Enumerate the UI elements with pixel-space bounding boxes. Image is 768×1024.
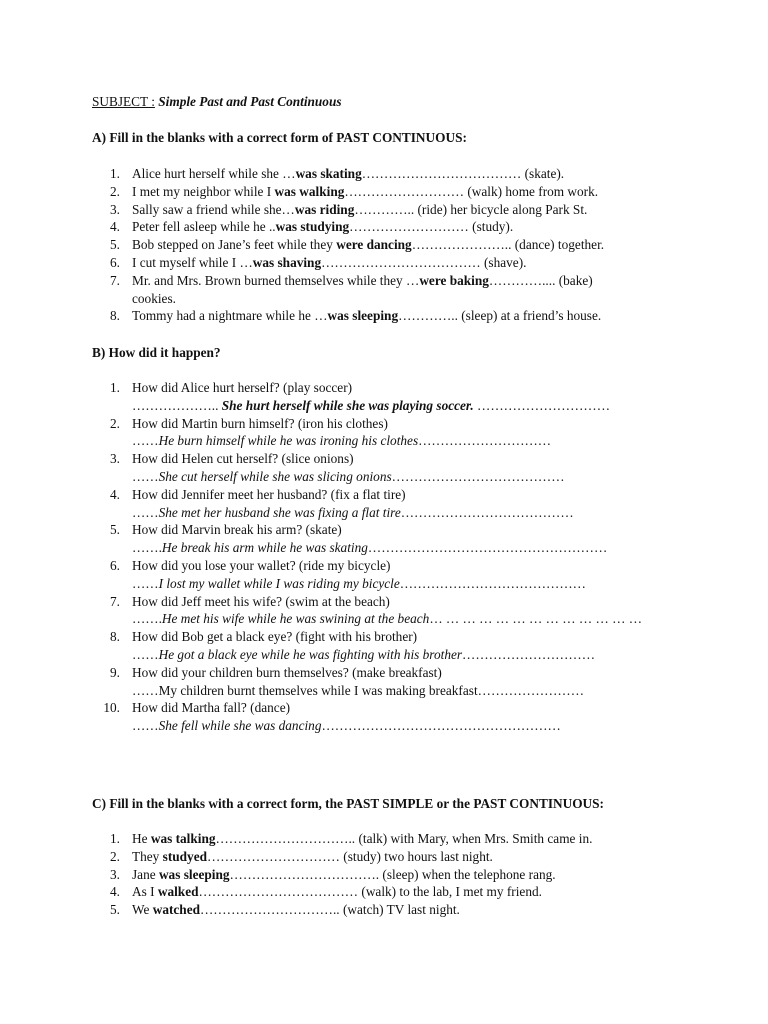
list-item (96, 415, 642, 451)
list-item (96, 201, 604, 219)
list-item (96, 272, 604, 308)
item-continuation: cookies. (132, 290, 176, 306)
item-number: 4. (110, 884, 120, 900)
answer-line (132, 717, 642, 735)
item-number: 5. (110, 237, 120, 253)
item-number: 3. (110, 201, 120, 217)
answer-line (132, 682, 642, 700)
item-hint: ………………………….. (watch) TV last night. (200, 902, 460, 918)
item-question: How did Helen cut herself? (slice onions) (132, 451, 354, 467)
item-answer: was shaving (252, 254, 322, 270)
item-answer: He met his wife while he was swining at the beach (161, 611, 430, 627)
list-item (96, 593, 642, 629)
answer-lead-dots: ……. (132, 611, 162, 627)
list-item (96, 883, 592, 901)
answer-lead-dots: …… (132, 575, 159, 591)
answer-line (132, 646, 642, 664)
subject-line (92, 94, 342, 110)
item-answer: She hurt herself while she was playing soccer. (221, 397, 474, 413)
item-number: 10. (103, 700, 120, 716)
item-answer: was talking (150, 831, 216, 846)
item-question: How did Martha fall? (dance) (132, 700, 291, 716)
item-answer: He got a black eye while he was fighting with his brother (158, 646, 463, 662)
item-prompt: I cut myself while I … (132, 254, 253, 270)
item-answer: were baking (419, 272, 489, 288)
item-question: How did Bob get a black eye? (fight with his brother) (132, 629, 418, 645)
item-answer: She cut herself while she was slicing onions (158, 468, 392, 484)
list-item (96, 557, 642, 593)
item-answer: walked (157, 884, 199, 900)
item-question: How did Jeff meet his wife? (swim at the beach) (132, 593, 390, 609)
answer-line (132, 397, 642, 415)
item-question: How did Marvin break his arm? (skate) (132, 522, 342, 538)
item-prompt: Sally saw a friend while she… (132, 201, 295, 217)
list-item (96, 830, 592, 848)
item-number: 3. (110, 451, 120, 467)
answer-lead-dots: ……………….. (132, 397, 222, 413)
item-answer: watched (152, 902, 200, 918)
item-hint: ……………………………… (walk) to the lab, I met my friend. (198, 884, 542, 900)
item-hint: ………………….. (dance) together. (411, 237, 605, 253)
list-item (96, 450, 642, 486)
item-number: 1. (110, 166, 120, 181)
item-prompt: He (132, 831, 151, 846)
answer-tail-dots: ………………………… (473, 397, 610, 413)
item-answer: He burn himself while he was ironing his clothes (158, 433, 419, 449)
list-item (96, 901, 592, 919)
item-hint: ………….... (bake) (488, 272, 593, 288)
section-c-list (96, 830, 592, 919)
item-answer: She fell while she was dancing (158, 718, 322, 734)
item-prompt: Peter fell asleep while he .. (132, 219, 276, 235)
list-item (96, 628, 642, 664)
item-prompt: I met my neighbor while I (132, 183, 275, 199)
answer-lead-dots: …… (132, 682, 159, 698)
answer-lead-dots: ……. (132, 540, 162, 556)
answer-line (132, 539, 642, 557)
item-number: 3. (110, 866, 120, 882)
item-answer: He break his arm while he was skating (161, 540, 368, 556)
item-prompt: They (132, 848, 163, 864)
answer-tail-dots: ………………………… (418, 433, 552, 449)
list-item (96, 521, 642, 557)
item-prompt: Mr. and Mrs. Brown burned themselves while they … (132, 272, 420, 288)
item-number: 2. (110, 183, 120, 199)
answer-tail-dots: …………………………………… (399, 575, 586, 591)
item-answer: My children burnt themselves while I was making breakfast (158, 682, 478, 698)
item-answer: I lost my wallet while I was riding my bicycle (158, 575, 400, 591)
list-item (96, 699, 642, 735)
item-answer: was sleeping (327, 308, 399, 324)
item-hint: ……………………………. (sleep) when the telephone rang. (229, 866, 556, 882)
answer-lead-dots: …… (132, 504, 159, 520)
answer-tail-dots: ………………………… (462, 646, 596, 662)
item-answer: were dancing (336, 237, 412, 253)
item-number: 2. (110, 415, 120, 431)
list-item (96, 307, 604, 325)
item-answer: was riding (294, 201, 355, 217)
item-question: How did Jennifer meet her husband? (fix a flat tire) (132, 486, 406, 502)
answer-line (132, 575, 642, 593)
answer-tail-dots: ………………………………… (391, 468, 565, 484)
item-hint: ………….. (ride) her bicycle along Park St. (354, 201, 588, 217)
list-item (96, 165, 604, 183)
answer-tail-dots: ………………………………… (400, 504, 574, 520)
item-answer: She met her husband she was fixing a flat tire (158, 504, 401, 520)
item-prompt: Jane (132, 866, 159, 882)
answer-line (132, 432, 642, 450)
item-number: 1. (110, 380, 120, 395)
item-number: 6. (110, 254, 120, 270)
item-number: 4. (110, 219, 120, 235)
item-question: How did you lose your wallet? (ride my bicycle) (132, 557, 391, 573)
item-number: 7. (110, 272, 120, 288)
item-answer: was sleeping (158, 866, 230, 882)
list-item (96, 218, 604, 236)
item-hint: ………….. (sleep) at a friend’s house. (398, 308, 602, 324)
item-prompt: We (132, 902, 153, 918)
answer-lead-dots: …… (132, 468, 159, 484)
item-hint: ……………………………… (shave). (321, 254, 527, 270)
list-item (96, 664, 642, 700)
item-prompt: Tommy had a nightmare while he … (132, 308, 328, 324)
item-number: 1. (110, 831, 120, 846)
list-item (96, 183, 604, 201)
item-hint: ………………………… (study) two hours last night. (207, 848, 493, 864)
list-item (96, 254, 604, 272)
answer-lead-dots: …… (132, 646, 159, 662)
item-number: 5. (110, 902, 120, 918)
list-item (96, 848, 592, 866)
subject-value: Simple Past and Past Continuous (158, 94, 342, 109)
item-question: How did Alice hurt herself? (play soccer) (132, 380, 353, 395)
section-c-heading: C) Fill in the blanks with a correct form, the PAST SIMPLE or the PAST CONTINUOUS: (92, 796, 604, 811)
item-answer: was studying (275, 219, 350, 235)
item-hint: ……………………… (walk) home from work. (344, 183, 599, 199)
list-item (96, 379, 642, 415)
item-answer: studyed (162, 848, 207, 864)
item-hint: ……………………… (study). (349, 219, 514, 235)
item-number: 2. (110, 848, 120, 864)
answer-tail-dots: ……………………………………………… (367, 540, 608, 556)
answer-lead-dots: …… (132, 433, 159, 449)
list-item (96, 866, 592, 884)
answer-line (132, 504, 642, 522)
item-answer: was walking (274, 183, 345, 199)
section-b-heading: B) How did it happen? (92, 345, 221, 360)
item-question: How did your children burn themselves? (make breakfast) (132, 664, 442, 680)
item-hint: ………………………….. (talk) with Mary, when Mrs. Smith came in. (215, 831, 593, 846)
list-item (96, 236, 604, 254)
answer-lead-dots: …… (132, 718, 159, 734)
item-number: 8. (110, 629, 120, 645)
item-number: 5. (110, 522, 120, 538)
subject-label: SUBJECT : (92, 94, 155, 109)
answer-tail-dots: ……………………………………………… (321, 718, 561, 734)
item-prompt: Bob stepped on Jane’s feet while they (132, 237, 337, 253)
item-prompt: Alice hurt herself while she … (132, 166, 296, 181)
answer-tail-dots: … … … … … … … … … … … … … (429, 611, 643, 627)
item-answer: was skating (295, 166, 362, 181)
answer-line (132, 610, 642, 628)
item-prompt: As I (132, 884, 158, 900)
list-item (96, 486, 642, 522)
answer-line (132, 468, 642, 486)
answer-tail-dots: …………………… (477, 682, 585, 698)
section-a-list (96, 165, 604, 325)
item-number: 8. (110, 308, 120, 324)
item-number: 4. (110, 486, 120, 502)
item-question: How did Martin burn himself? (iron his clothes) (132, 415, 388, 431)
item-number: 7. (110, 593, 120, 609)
item-number: 9. (110, 664, 120, 680)
section-a-heading: A) Fill in the blanks with a correct form of PAST CONTINUOUS: (92, 130, 467, 145)
section-b-list (96, 379, 642, 735)
item-number: 6. (110, 557, 120, 573)
item-hint: ……………………………… (skate). (361, 166, 565, 181)
